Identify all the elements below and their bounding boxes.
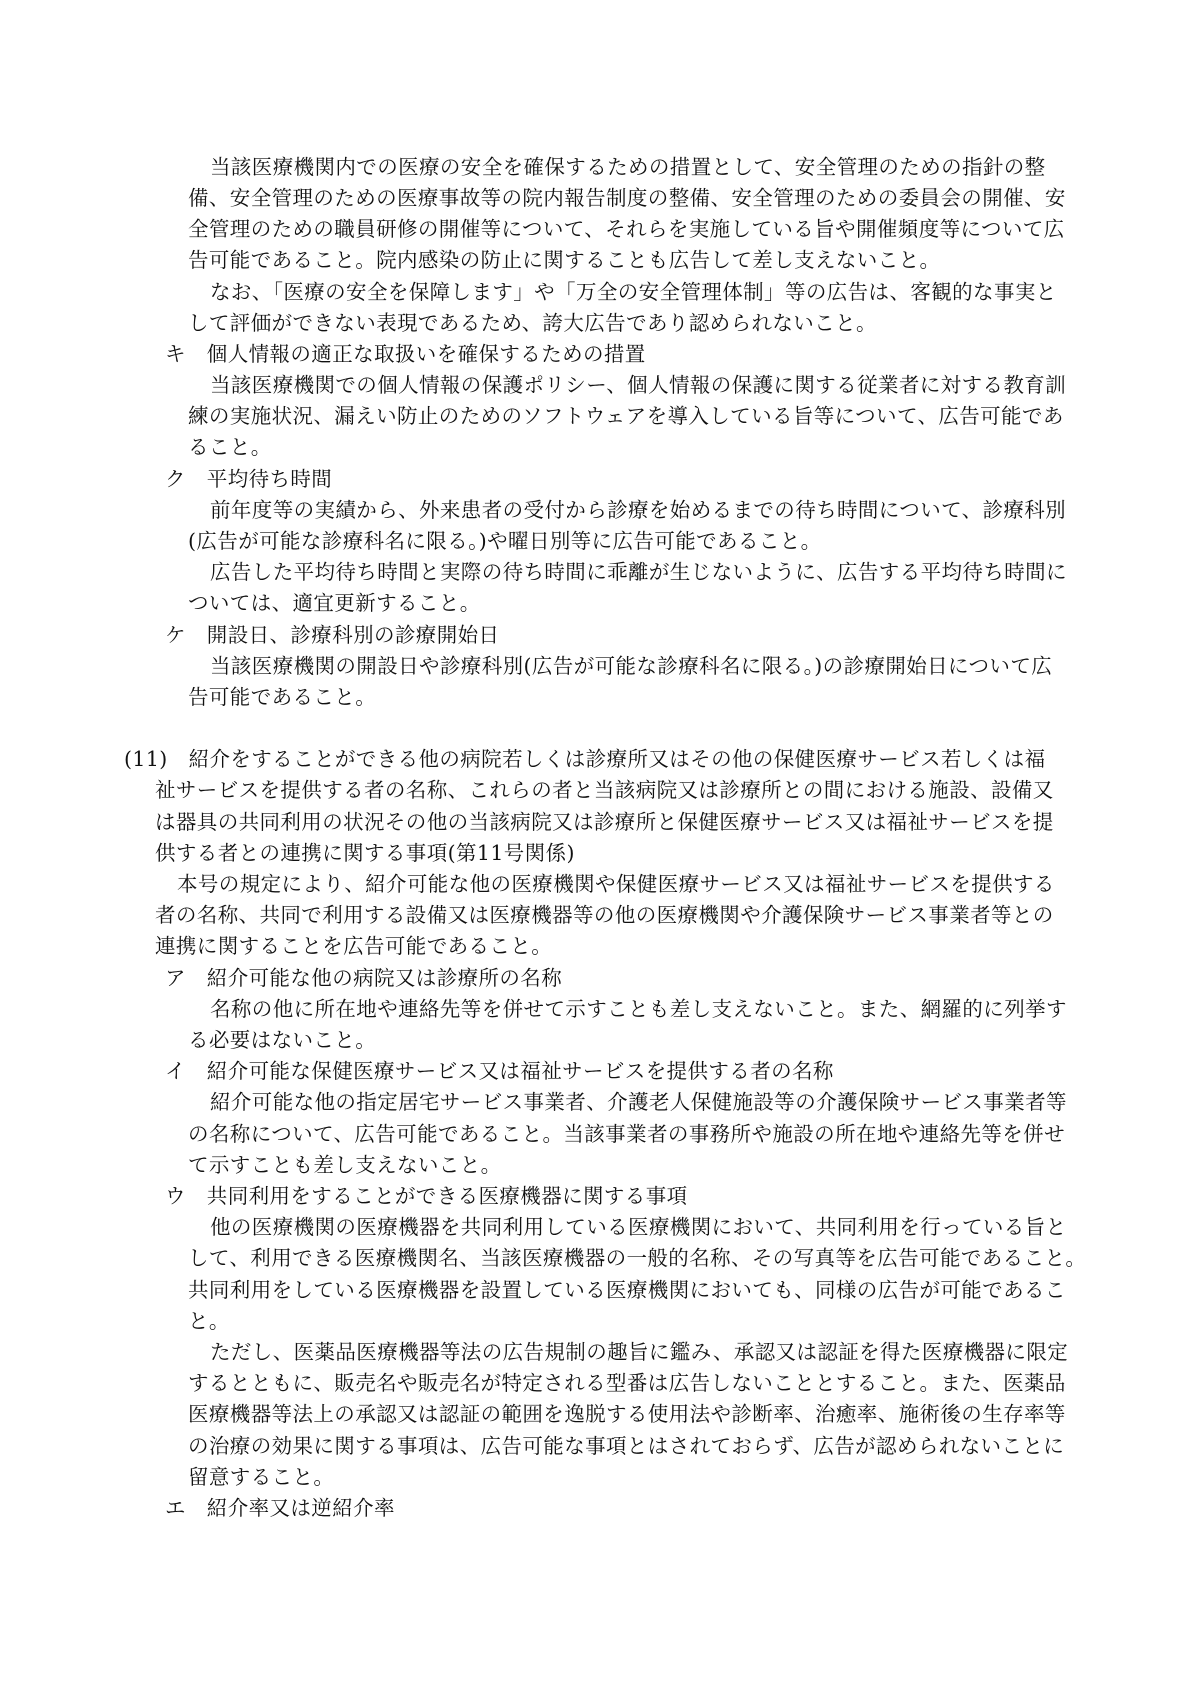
text-line: 本号の規定により、紹介可能な他の医療機関や保健医療サービス又は福祉サービスを提供する bbox=[177, 872, 1055, 896]
text-line: 前年度等の実績から、外来患者の受付から診療を始めるまでの待ち時間について、診療科別 bbox=[210, 498, 1067, 522]
text-line: 者の名称、共同で利用する設備又は医療機器等の他の医療機関や介護保険サービス事業者等との bbox=[155, 903, 1054, 927]
text-line: 備、安全管理のための医療事故等の院内報告制度の整備、安全管理のための委員会の開催、安 bbox=[188, 186, 1066, 210]
text-line: る必要はないこと。 bbox=[188, 1028, 377, 1052]
text-line: 共同利用をしている医療機器を設置している医療機関においても、同様の広告が可能であるこ bbox=[188, 1278, 1066, 1302]
section-heading: 供する者との連携に関する事項(第11号関係) bbox=[155, 841, 575, 865]
text-line: 当該医療機関の開設日や診療科別(広告が可能な診療科名に限る。)の診療開始日について広 bbox=[210, 654, 1053, 678]
subsection-heading: キ 個人情報の適正な取扱いを確保するための措置 bbox=[165, 342, 646, 366]
text-line: 医療機器等法上の承認又は認証の範囲を逸脱する使用法や診断率、治癒率、施術後の生存率等 bbox=[188, 1402, 1066, 1426]
text-line: 練の実施状況、漏えい防止のためのソフトウェアを導入している旨等について、広告可能であ bbox=[188, 404, 1064, 428]
subsection-heading: エ 紹介率又は逆紹介率 bbox=[165, 1496, 395, 1520]
text-line: 他の医療機関の医療機器を共同利用している医療機関において、共同利用を行っている旨と bbox=[210, 1215, 1067, 1239]
text-line: て示すことも差し支えないこと。 bbox=[188, 1153, 502, 1177]
text-line: ること。 bbox=[188, 435, 272, 459]
text-line: 当該医療機関での個人情報の保護ポリシー、個人情報の保護に関する従業者に対する教育訓 bbox=[210, 373, 1067, 397]
section-heading: (11) 紹介をすることができる他の病院若しくは診療所又はその他の保健医療サービス若しくは福 bbox=[124, 747, 1046, 771]
text-line: 広告した平均待ち時間と実際の待ち時間に乖離が生じないように、広告する平均待ち時間に bbox=[210, 560, 1067, 584]
subsection-heading: イ 紹介可能な保健医療サービス又は福祉サービスを提供する者の名称 bbox=[165, 1059, 834, 1083]
text-line: と。 bbox=[188, 1309, 230, 1333]
text-line: するとともに、販売名や販売名が特定される型番は広告しないこととすること。また、医薬品 bbox=[188, 1371, 1066, 1395]
text-line: なお、「医療の安全を保障します」や「万全の安全管理体制」等の広告は、客観的な事実と bbox=[210, 280, 1057, 304]
text-line: ただし、医薬品医療機器等法の広告規制の趣旨に鑑み、承認又は認証を得た医療機器に限定 bbox=[210, 1340, 1069, 1364]
text-line: 名称の他に所在地や連絡先等を併せて示すことも差し支えないこと。また、網羅的に列挙す bbox=[210, 997, 1067, 1021]
subsection-heading: ケ 開設日、診療科別の診療開始日 bbox=[165, 623, 500, 647]
text-line: 全管理のための職員研修の開催等について、それらを実施している旨や開催頻度等について広 bbox=[188, 217, 1065, 241]
text-line: して、利用できる医療機関名、当該医療機器の一般的名称、その写真等を広告可能であること。 bbox=[188, 1246, 1087, 1270]
subsection-heading: ア 紹介可能な他の病院又は診療所の名称 bbox=[165, 966, 563, 990]
text-line: 留意すること。 bbox=[188, 1465, 335, 1489]
section-heading: 祉サービスを提供する者の名称、これらの者と当該病院又は診療所との間における施設、設備又 bbox=[155, 778, 1054, 802]
text-line: 告可能であること。院内感染の防止に関することも広告して差し支えないこと。 bbox=[188, 248, 941, 272]
text-line: 紹介可能な他の指定居宅サービス事業者、介護老人保健施設等の介護保険サービス事業者等 bbox=[210, 1090, 1067, 1114]
text-line: 連携に関することを広告可能であること。 bbox=[155, 934, 553, 958]
text-line: の名称について、広告可能であること。当該事業者の事務所や施設の所在地や連絡先等を併せ bbox=[188, 1122, 1065, 1146]
section-heading: は器具の共同利用の状況その他の当該病院又は診療所と保健医療サービス又は福祉サービスを提 bbox=[155, 810, 1054, 834]
text-line: 告可能であること。 bbox=[188, 685, 377, 709]
text-line: ついては、適宜更新すること。 bbox=[188, 591, 481, 615]
text-line: して評価ができない表現であるため、誇大広告であり認められないこと。 bbox=[188, 311, 877, 335]
subsection-heading: ク 平均待ち時間 bbox=[165, 467, 333, 491]
text-line: (広告が可能な診療科名に限る。)や曜日別等に広告可能であること。 bbox=[188, 529, 822, 553]
text-line: の治療の効果に関する事項は、広告可能な事項とはされておらず、広告が認められないことに bbox=[188, 1434, 1065, 1458]
text-line: 当該医療機関内での医療の安全を確保するための措置として、安全管理のための指針の整 bbox=[210, 155, 1046, 179]
subsection-heading: ウ 共同利用をすることができる医療機器に関する事項 bbox=[165, 1184, 688, 1208]
